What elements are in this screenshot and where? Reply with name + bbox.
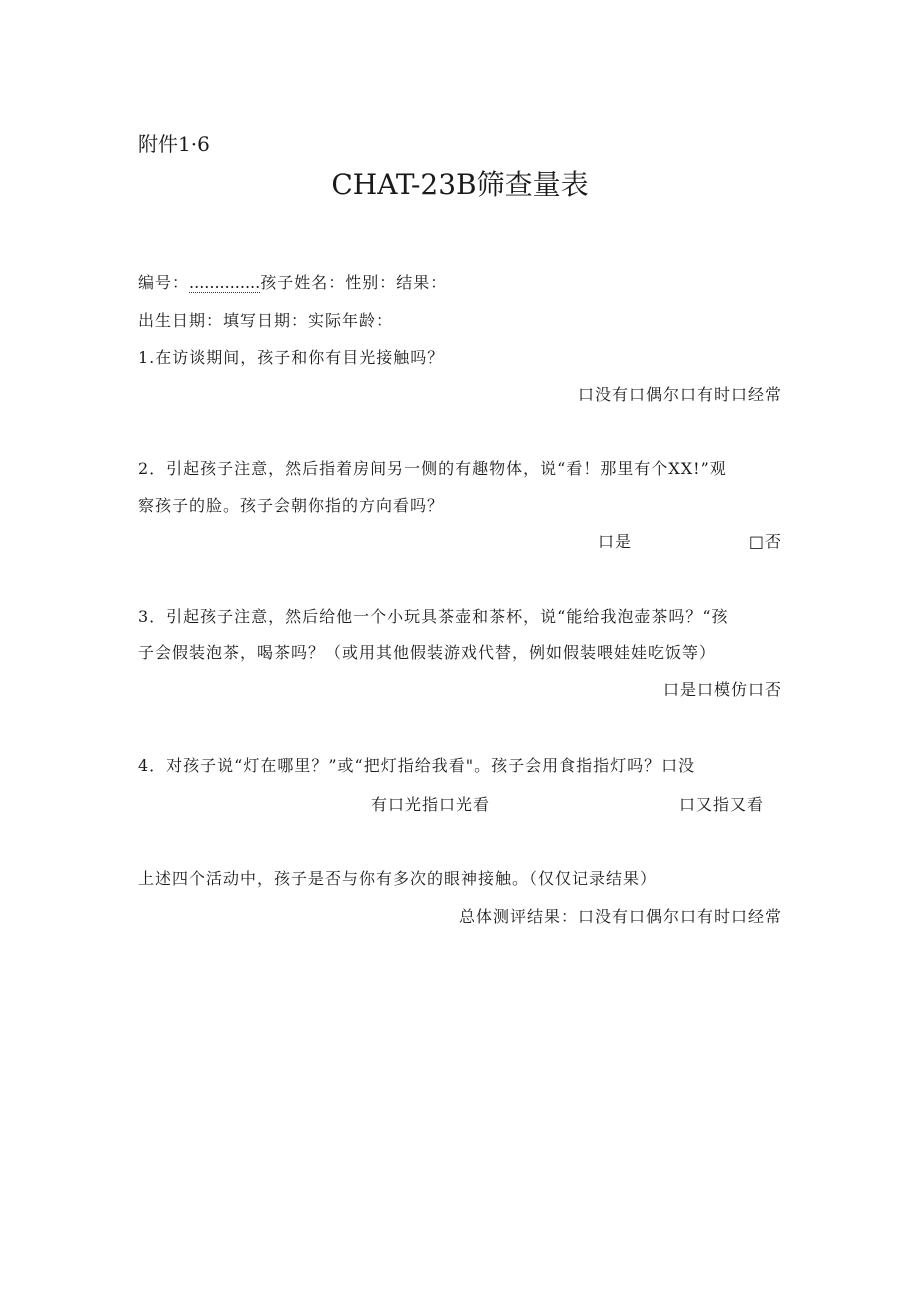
question-3-options: 口是口模仿口否 [662, 680, 782, 699]
question-2-option-yes: 口是 [598, 532, 633, 551]
question-4-option-a: 有口光指口光看 [371, 795, 491, 814]
question-3-line-1: 3．引起孩子注意，然后给他一个小玩具茶壶和茶杯，说“能给我泡壶茶吗？“孩 [138, 607, 729, 626]
question-4-line-1: 4．对孩子说“灯在哪里？”或“把灯指给我看"。孩子会用食指指灯吗？口没 [138, 756, 696, 775]
header-row-1 [138, 270, 447, 293]
summary-result: 总体测评结果：口没有口偶尔口有时口经常 [458, 907, 782, 926]
question-2-line-1: 2．引起孩子注意，然后指着房间另一侧的有趣物体，说“看！那里有个XX!”观 [138, 459, 727, 478]
page-title: CHAT-23B筛查量表 [331, 168, 589, 201]
name-gender-result-labels: 孩子姓名：性别：结果： [260, 273, 448, 292]
summary-text: 上述四个活动中，孩子是否与你有多次的眼神接触。（仅仅记录结果） [138, 869, 658, 888]
question-2-line-2: 察孩子的脸。孩子会朝你指的方向看吗？ [138, 496, 445, 515]
annex-label: 附件1·6 [138, 132, 210, 156]
question-2-option-no: □否 [748, 532, 782, 551]
id-blank: .............. [189, 273, 261, 292]
header-row-2: 出生日期：填写日期：实际年龄： [138, 311, 394, 330]
question-3-line-2: 子会假装泡茶，喝茶吗？（或用其他假装游戏代替，例如假装喂娃娃吃饭等） [138, 643, 717, 662]
question-4-option-b: 口又指又看 [679, 795, 765, 814]
id-label: 编号： [138, 273, 190, 292]
question-1-text: 1.在访谈期间，孩子和你有目光接触吗？ [138, 348, 445, 367]
question-1-options: 口没有口偶尔口有时口经常 [577, 385, 782, 404]
